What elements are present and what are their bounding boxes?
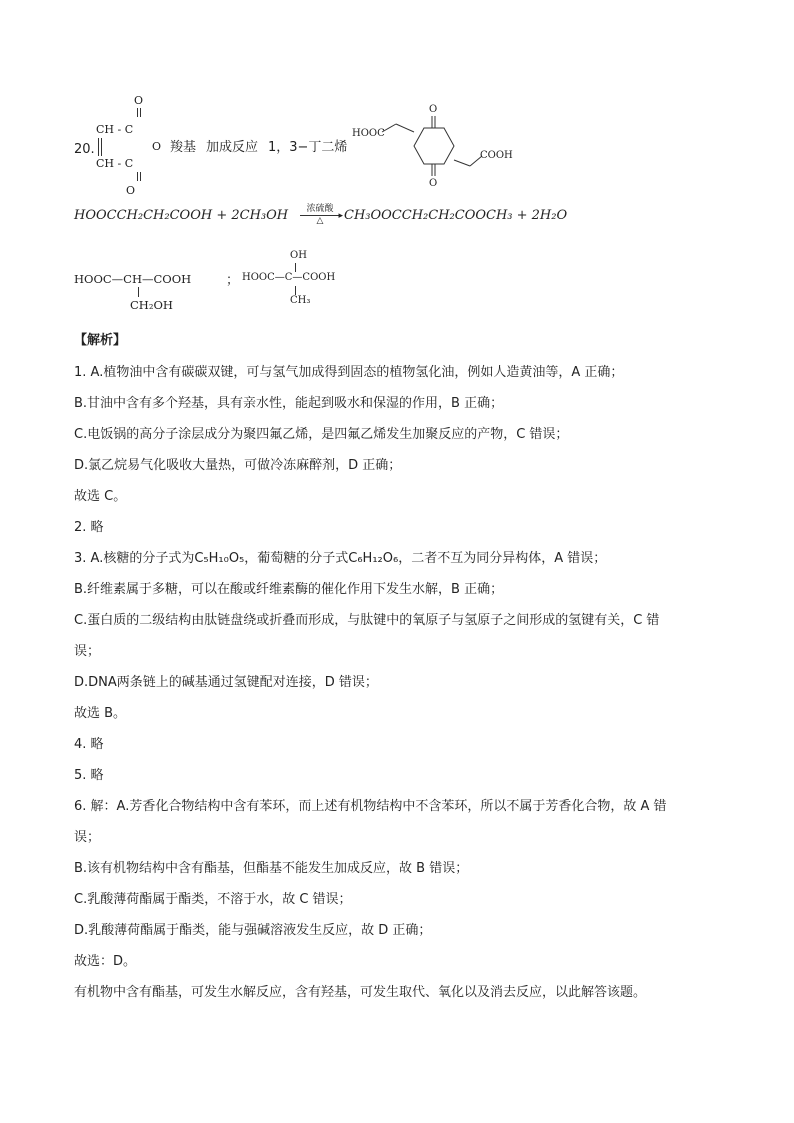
cc-double-bond [98, 138, 102, 156]
compound-name: 1，3−丁二烯 [268, 140, 348, 155]
analysis-line: 故选：D。 [74, 954, 137, 969]
analysis-line: 误； [74, 644, 101, 659]
equation-products: CH₃OOCCH₂CH₂COOCH₃ + 2H₂O [344, 208, 568, 223]
anhydride-ch-bottom: CH - C [96, 157, 134, 170]
isomer-1-bond [138, 287, 140, 297]
equation-reactants: HOOCCH₂CH₂COOH + 2CH₃OH [74, 208, 289, 223]
condition-bottom: △ [316, 216, 324, 226]
analysis-line: 3. A.核糖的分子式为C₅H₁₀O₅，葡萄糖的分子式C₆H₁₂O₆，二者不互为同分异构体，A 错误； [74, 551, 607, 566]
double-bond-mark [137, 108, 141, 117]
cyclic-ester-structure [352, 104, 512, 194]
question-number: 20. [74, 142, 95, 157]
analysis-line: 误； [74, 830, 101, 845]
maleic-anhydride-structure [94, 94, 166, 200]
isomer-2-top: OH [290, 250, 307, 261]
isomer-1-main: HOOC—CH—COOH [74, 272, 192, 286]
isomer-2-bond-bottom [295, 286, 297, 295]
analysis-line: D.乳酸薄荷酯属于酯类，能与强碱溶液发生反应，故 D 正确； [74, 923, 432, 938]
isomer-2-bond-top [295, 263, 297, 272]
analysis-line: 5. 略 [74, 768, 104, 783]
analysis-line: D.氯乙烷易气化吸收大量热，可做冷冻麻醉剂，D 正确； [74, 458, 402, 473]
isomer-2-branch: CH₃ [290, 295, 311, 306]
analysis-line: 故选 B。 [74, 706, 127, 721]
isomer-2-structure [242, 250, 362, 312]
analysis-line: B.甘油中含有多个羟基，具有亲水性，能起到吸水和保湿的作用，B 正确； [74, 396, 504, 411]
analysis-line: C.乳酸薄荷酯属于酯类，不溶于水，故 C 错误； [74, 892, 352, 907]
double-bond-mark [137, 172, 141, 181]
ring-o-bottom: O [429, 178, 438, 189]
arrow-head-icon: ▸ [338, 211, 343, 221]
analysis-header: 【解析】 [74, 333, 127, 348]
group-name: 羧基 [170, 140, 197, 155]
isomer-2-main: HOOC—C—COOH [242, 272, 336, 283]
isomer-1-structure [74, 270, 224, 318]
isomer-separator: ； [226, 273, 240, 288]
anhydride-o-bottom: O [126, 184, 136, 197]
isomer-1-branch: CH₂OH [130, 298, 173, 312]
analysis-line: 故选 C。 [74, 489, 127, 504]
analysis-line: D.DNA两条链上的碱基通过氢键配对连接，D 错误； [74, 675, 378, 690]
anhydride-ch-top: CH - C [96, 123, 134, 136]
analysis-line: B.纤维素属于多糖，可以在酸或纤维素酶的催化作用下发生水解，B 正确； [74, 582, 504, 597]
arrow-line [300, 211, 343, 221]
anhydride-o-ring: O [152, 140, 162, 153]
analysis-line: 6. 解：A.芳香化合物结构中含有苯环，而上述有机物结构中不含苯环，所以不属于芳香化合物，故 A 错 [74, 799, 667, 814]
anhydride-o-top: O [134, 94, 144, 107]
condition-top: 浓硫酸 [306, 204, 334, 214]
analysis-line: 4. 略 [74, 737, 104, 752]
reaction-type: 加成反应 [206, 140, 259, 155]
analysis-line: 2. 略 [74, 520, 104, 535]
ring-o-top: O [429, 104, 438, 115]
ring-left-group: HOOC [352, 128, 385, 139]
analysis-line: C.电饭锅的高分子涂层成分为聚四氟乙烯，是四氟乙烯发生加聚反应的产物，C 错误； [74, 427, 569, 442]
analysis-line: 有机物中含有酯基，可发生水解反应，含有羟基，可发生取代、氧化以及消去反应，以此解答该题。 [74, 985, 647, 1000]
equation-arrow [300, 204, 343, 227]
analysis-line: B.该有机物结构中含有酯基，但酯基不能发生加成反应，故 B 错误； [74, 861, 469, 876]
ring-right-group: COOH [480, 150, 513, 161]
analysis-line: 1. A.植物油中含有碳碳双键，可与氢气加成得到固态的植物氢化油，例如人造黄油等，A 正确； [74, 365, 624, 380]
analysis-line: C.蛋白质的二级结构由肽链盘绕或折叠而形成，与肽键中的氧原子与氢原子之间形成的氢键有关，C 错 [74, 613, 660, 628]
